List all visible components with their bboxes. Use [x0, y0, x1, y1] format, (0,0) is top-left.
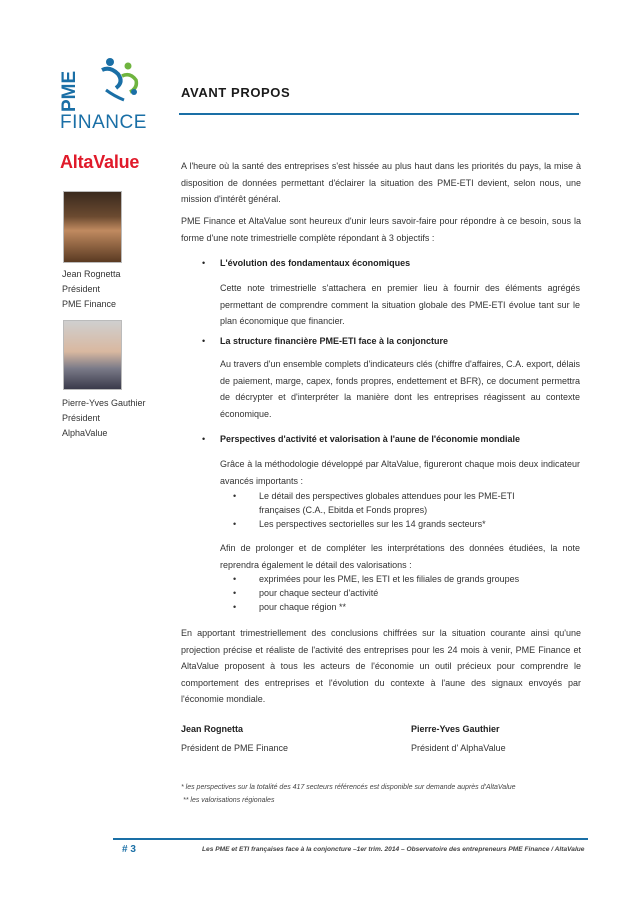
footer-text: Les PME et ETI françaises face à la conjoncture –1er trim. 2014 – Observatoire des entrepreneurs PME Finance / AltaValue	[202, 846, 585, 853]
pme-wordmark	[60, 54, 90, 112]
pme-finance-figures-icon	[94, 56, 144, 106]
portrait-jean-rognetta	[63, 191, 122, 263]
person-name: Pierre-Yves Gauthier	[62, 398, 146, 408]
pme-text: PME	[59, 70, 80, 112]
finance-text: FINANCE	[60, 112, 147, 133]
objective-text-3b: Afin de prolonger et de compléter les interprétations des données étudiées, la note reprendra également le détail des valorisations :	[220, 543, 580, 570]
objective-heading-2: La structure financière PME-ETI face à la conjoncture	[220, 336, 449, 346]
footer-rule	[113, 838, 588, 840]
portrait-pierre-yves-gauthier	[63, 320, 122, 390]
objective-text-3: Grâce à la méthodologie développé par AltaValue, figureront chaque mois deux indicateur avancés importants :	[220, 459, 580, 486]
person-card-2	[62, 396, 146, 441]
list-item: • Le détail des perspectives globales attendues pour les PME-ETI	[233, 489, 581, 504]
bullet-icon: •	[202, 258, 206, 268]
small-bullet-icon: •	[233, 588, 237, 598]
signature-name-1: Jean Rognetta	[181, 724, 244, 734]
small-bullet-icon: •	[233, 519, 237, 529]
signature-name-2: Pierre-Yves Gauthier	[411, 724, 500, 734]
list-item: • exprimées pour les PME, les ETI et les filiales de grands groupes	[233, 572, 581, 587]
page-title: AVANT PROPOS	[181, 85, 291, 100]
footnote-1: * les perspectives sur la totalité des 417 secteurs référencés est disponible sur demande auprès d'AltaValue	[181, 784, 516, 791]
footnote-2: ** les valorisations régionales	[183, 797, 275, 804]
list-item: • Les perspectives sectorielles sur les 14 grands secteurs*	[233, 517, 581, 532]
small-bullet-icon: •	[233, 574, 237, 584]
person-org: AlphaValue	[62, 428, 108, 438]
objective-text-2: Au travers d'un ensemble complets d'indicateurs clés (chiffre d'affaires, C.A. export, délais de paiement, marge, capex, fonds propres, endettement et BFR), ce document permettra de décrypter et d'interpréter la manière dont les entreprises réagissent au contexte économique.	[220, 359, 580, 419]
intro-paragraph-1: A l'heure où la santé des entreprises s'est hissée au plus haut dans les priorités du pays, la mise à disposition de données permettant d'éclairer la situation des PME-ETI devient, selon nous, une mission d'intérêt général.	[181, 161, 581, 204]
intro-paragraph-2: PME Finance et AltaValue sont heureux d'unir leurs savoir-faire pour répondre à ce besoin, sous la forme d'une note trimestrielle complète répondant à 3 objectifs :	[181, 216, 581, 243]
objective-heading-3: Perspectives d'activité et valorisation à l'aune de l'économie mondiale	[220, 434, 521, 444]
objective-heading-1: L'évolution des fondamentaux économiques	[220, 258, 411, 268]
person-org: PME Finance	[62, 299, 117, 309]
pme-finance-logo	[60, 52, 146, 140]
list-item: • pour chaque région **	[233, 600, 581, 615]
small-bullet-icon: •	[233, 491, 237, 501]
person-card-1	[62, 267, 121, 312]
altavalue-logo: AltaValue	[60, 152, 140, 172]
objective-text-1: Cette note trimestrielle s'attachera en premier lieu à fournir des éléments agrégés permettant de comprendre comment la situation globale des PME-ETI évolue tant sur le plan économique que financier.	[220, 283, 580, 326]
small-bullet-icon: •	[233, 602, 237, 612]
bullet-icon: •	[202, 336, 206, 346]
list-item: françaises (C.A., Ebitda et Fonds propres)	[259, 505, 428, 515]
list-item: • pour chaque secteur d'activité	[233, 586, 581, 601]
bullet-icon: •	[202, 434, 206, 444]
conclusion-paragraph: En apportant trimestriellement des conclusions chiffrées sur la situation courante ainsi qu'une projection précise et réaliste de l'activité des entreprises pour les 24 mois à venir, PME Finance et AltaValue proposent à tous les acteurs de l'économie un outil précieux pour comprendre le comportement des entreprises et l'évolution du contexte à l'aune des signaux envoyés par l'économie mondiale.	[181, 628, 581, 704]
person-role: Président	[62, 413, 101, 423]
title-rule	[179, 113, 579, 115]
person-name: Jean Rognetta	[62, 269, 121, 279]
person-role: Président	[62, 284, 101, 294]
page-number: # 3	[122, 844, 136, 855]
signature-role-2: Président d' AlphaValue	[411, 743, 506, 753]
signature-role-1: Président de PME Finance	[181, 743, 289, 753]
